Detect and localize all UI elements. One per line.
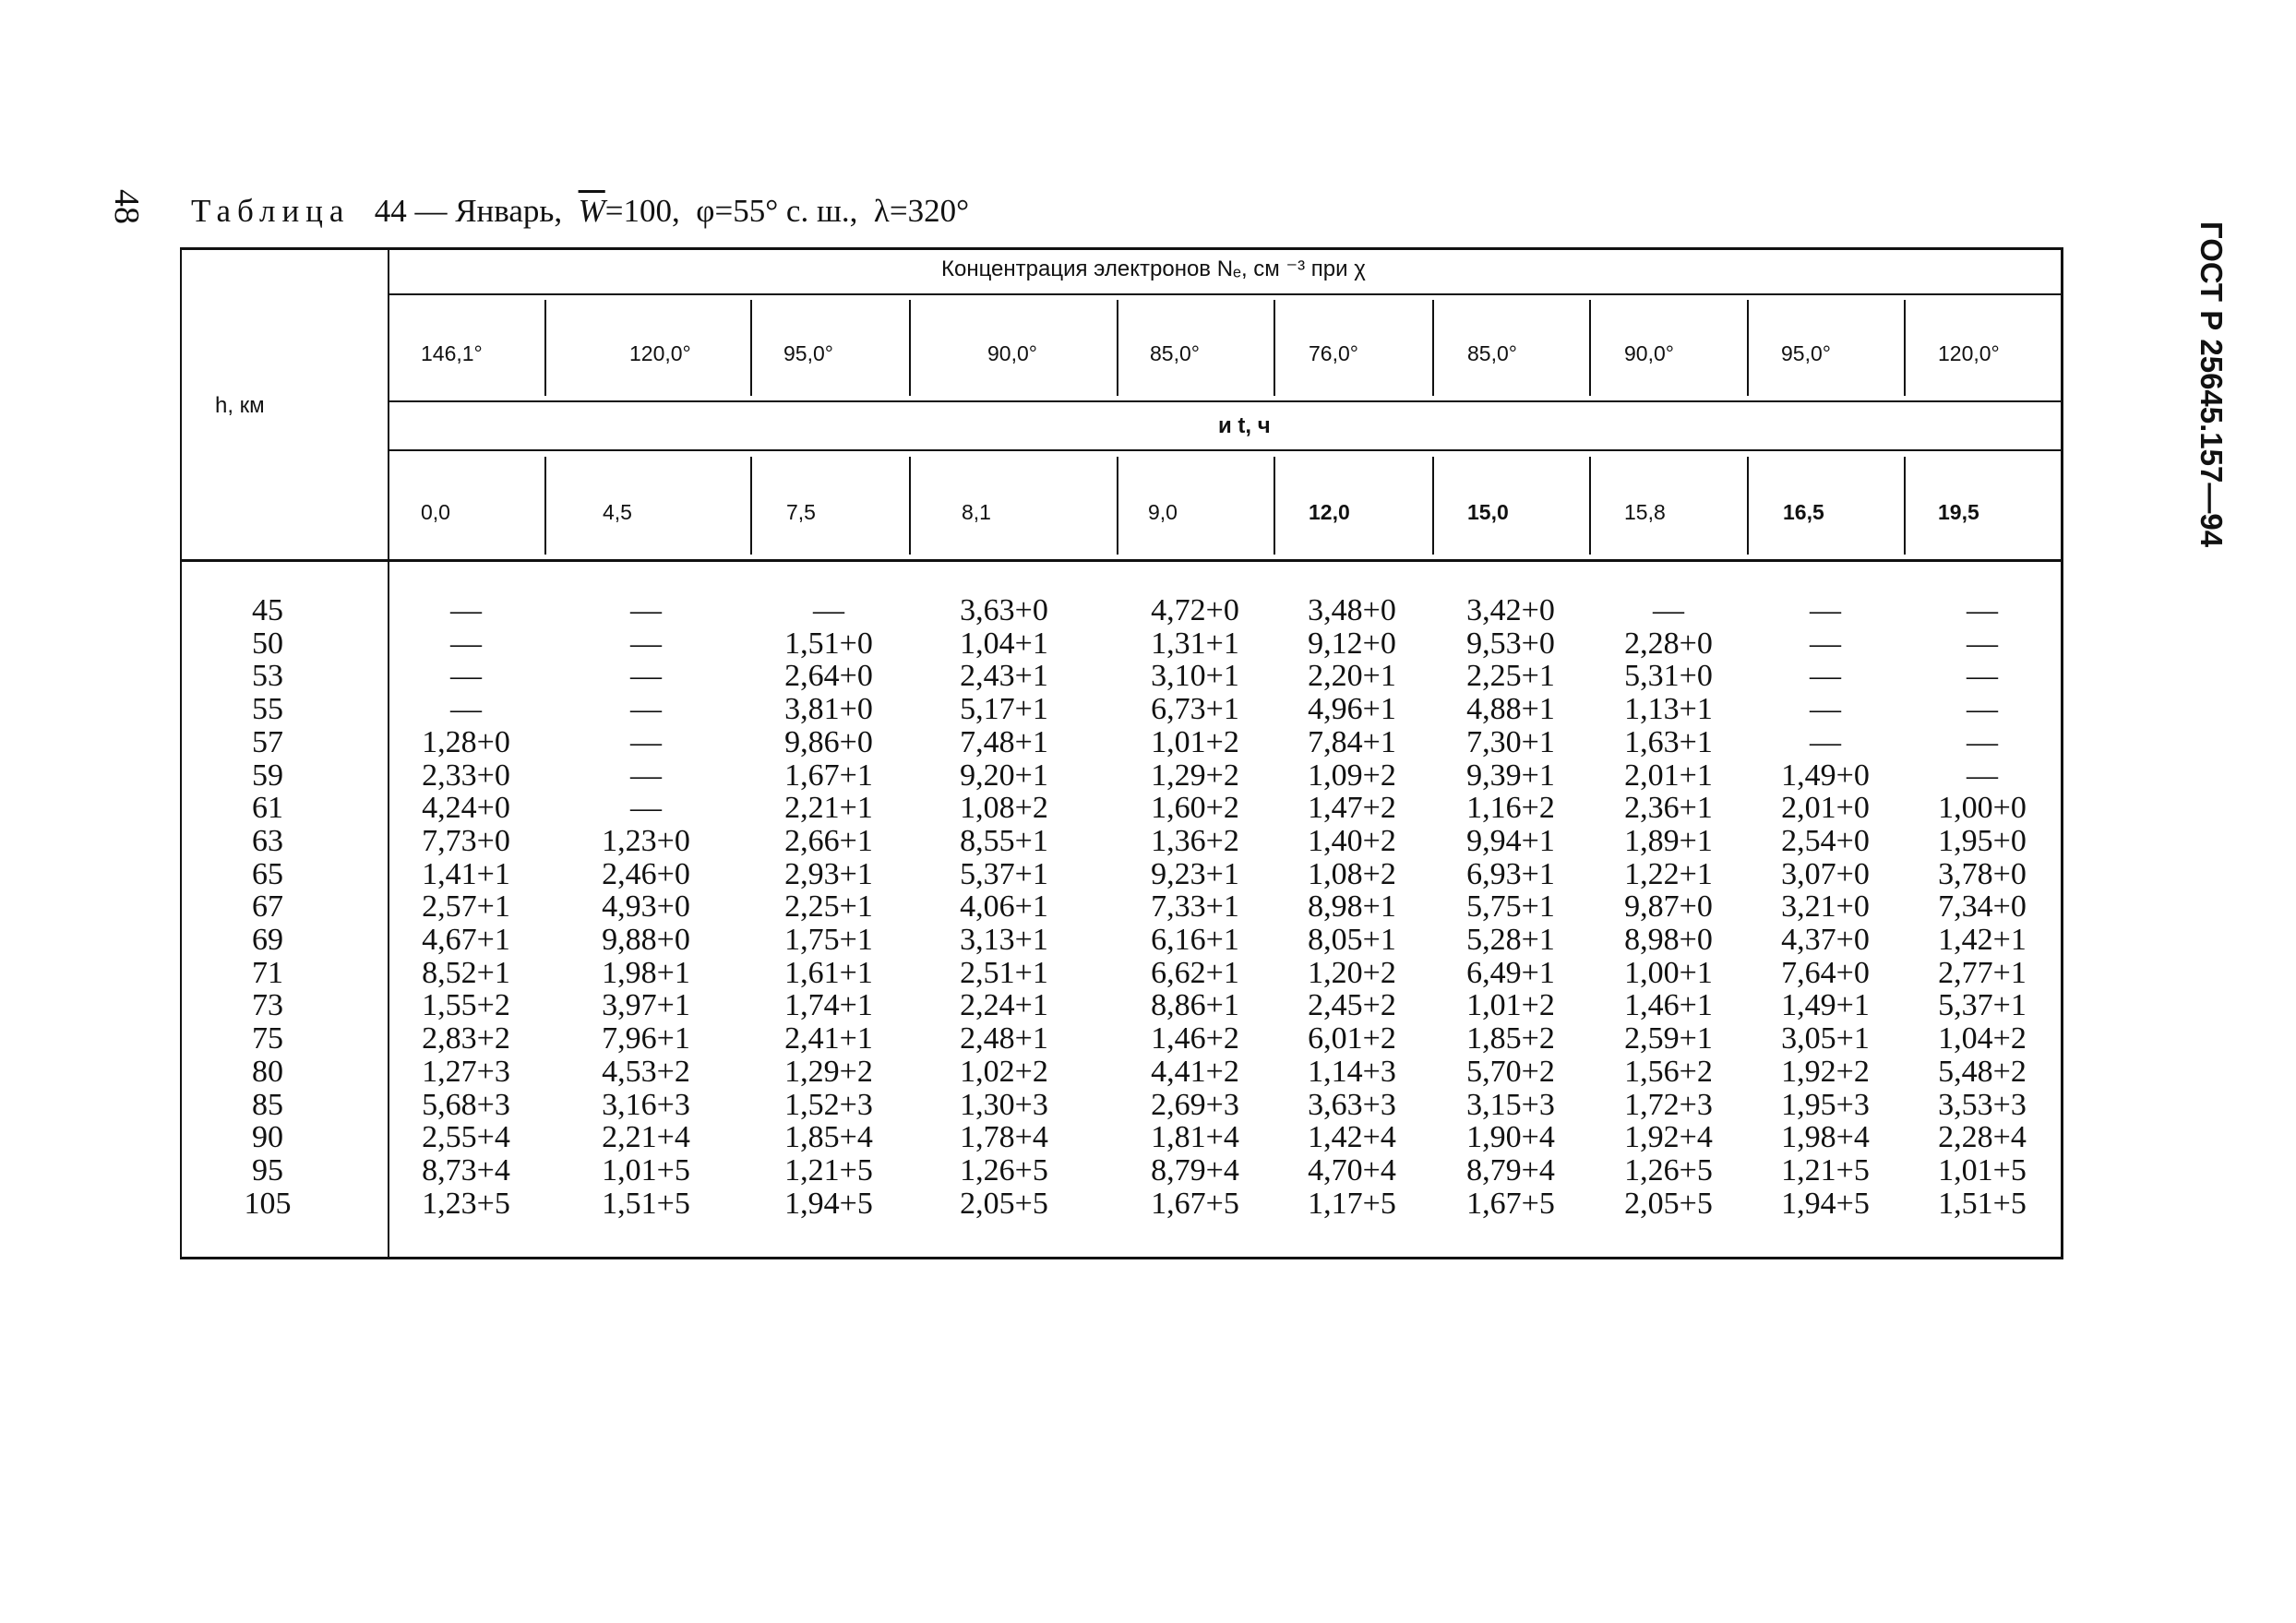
table-cell: 1,20+2 [1308,955,1396,990]
table-cell: 2,20+1 [1308,659,1396,694]
table-cell: 5,68+3 [422,1087,510,1122]
table-cell: 4,37+0 [1781,923,1870,958]
table-cell: 1,28+0 [422,724,510,759]
t-value: 0,0 [421,500,450,524]
table-cell: 8,98+1 [1308,889,1396,925]
table-cell: 5,37+1 [960,856,1048,891]
data-column [1432,594,1589,1220]
table-cell: 8,05+1 [1308,923,1396,958]
table-cell: 4,41+2 [1151,1054,1239,1089]
table-cell: 2,66+1 [784,823,873,858]
table-cell: 1,60+2 [1151,791,1239,826]
table-cell: 7,73+0 [422,823,510,858]
table-cell: 1,17+5 [1308,1186,1396,1221]
data-column [1274,594,1430,1220]
table-cell: 1,02+2 [960,1054,1048,1089]
table-cell: 2,01+0 [1781,791,1870,826]
table-cell: 1,08+2 [960,791,1048,826]
table-cell: 2,33+0 [422,758,510,793]
table-cell: 2,77+1 [1938,955,2027,990]
table-cell: 2,51+1 [960,955,1048,990]
table-cell: 3,48+0 [1308,593,1396,627]
table-cell: 1,92+4 [1624,1120,1713,1155]
table-cell: 6,73+1 [1151,692,1239,727]
table-cell: 3,97+1 [602,988,690,1023]
data-column [1747,594,1904,1220]
table-cell: 3,13+1 [960,923,1048,958]
table-cell: 2,25+1 [1466,659,1555,694]
table-cell: 9,23+1 [1151,856,1239,891]
table-cell: 3,05+1 [1781,1021,1870,1056]
table-cell: 1,46+1 [1624,988,1713,1023]
height-cell: 105 [244,1186,292,1221]
height-cell: 75 [252,1021,283,1056]
table-cell: 8,79+4 [1151,1152,1239,1187]
chi-separator [1589,300,1591,396]
table-cell: 1,51+5 [1938,1186,2027,1221]
height-cell: 50 [252,626,283,661]
table-cell: 1,72+3 [1624,1087,1713,1122]
table-cell: 9,20+1 [960,758,1048,793]
table-cell: — [630,791,662,826]
table-left-rule [180,247,182,1259]
table-cell: 1,41+1 [422,856,510,891]
header-rule-1 [389,293,2062,295]
table-cell: 1,63+1 [1624,724,1713,759]
table-cell: 1,01+2 [1466,988,1555,1023]
data-column [1904,594,2061,1220]
table-cell: 2,05+5 [960,1186,1048,1221]
table-cell: 1,08+2 [1308,856,1396,891]
table-cell: 1,42+4 [1308,1120,1396,1155]
table-cell: 3,42+0 [1466,593,1555,627]
caption-w-value: =100, [604,193,680,229]
table-cell: 2,25+1 [784,889,873,925]
height-header: h, км [215,393,265,418]
table-cell: 4,67+1 [422,923,510,958]
table-cell: 1,49+1 [1781,988,1870,1023]
table-cell: 9,53+0 [1466,626,1555,661]
table-cell: 8,79+4 [1466,1152,1555,1187]
table-cell: 1,26+5 [960,1152,1048,1187]
table-right-rule [2061,247,2063,1259]
table-cell: 1,01+2 [1151,724,1239,759]
table-cell: 1,01+5 [602,1152,690,1187]
table-cell: 1,23+0 [602,823,690,858]
t-separator [1904,457,1906,555]
table-cell: — [1653,593,1684,627]
data-column [568,594,724,1220]
chi-value: 76,0° [1309,341,1358,365]
table-cell: 5,37+1 [1938,988,2027,1023]
table-cell: — [1967,593,1998,627]
table-cell: 1,23+5 [422,1186,510,1221]
t-separator [1117,457,1118,555]
table-cell: 1,56+2 [1624,1054,1713,1089]
table-cell: 1,75+1 [784,923,873,958]
table-cell: 1,01+5 [1938,1152,2027,1187]
table-cell: 2,83+2 [422,1021,510,1056]
t-value: 19,5 [1938,500,1979,524]
table-cell: 4,96+1 [1308,692,1396,727]
t-separator [909,457,911,555]
height-column [185,594,351,1220]
chi-separator [1747,300,1749,396]
chi-separator [909,300,911,396]
chi-value: 90,0° [987,341,1037,365]
table-cell: 2,21+4 [602,1120,690,1155]
t-separator [544,457,546,555]
table-cell: — [1967,692,1998,727]
concentration-header: Концентрация электронов Nₑ, см ⁻³ при χ [941,257,1366,281]
table-cell: 3,15+3 [1466,1087,1555,1122]
table-cell: — [1967,758,1998,793]
height-cell: 69 [252,923,283,958]
table-cell: 2,45+2 [1308,988,1396,1023]
table-cell: 1,61+1 [784,955,873,990]
height-cell: 80 [252,1054,283,1089]
table-cell: 1,85+2 [1466,1021,1555,1056]
table-cell: — [630,758,662,793]
table-cell: 2,43+1 [960,659,1048,694]
height-cell: 85 [252,1087,283,1122]
table-cell: 9,94+1 [1466,823,1555,858]
table-cell: — [630,593,662,627]
table-cell: 6,93+1 [1466,856,1555,891]
table-cell: 9,87+0 [1624,889,1713,925]
t-separator [1274,457,1275,555]
table-cell: 1,98+4 [1781,1120,1870,1155]
table-cell: 2,46+0 [602,856,690,891]
table-cell: 1,36+2 [1151,823,1239,858]
table-cell: — [630,659,662,694]
table-cell: 1,95+0 [1938,823,2027,858]
table-cell: 1,22+1 [1624,856,1713,891]
table-cell: 2,05+5 [1624,1186,1713,1221]
chi-value: 146,1° [421,341,483,365]
table-cell: 1,51+5 [602,1186,690,1221]
chi-separator [1904,300,1906,396]
table-cell: 1,30+3 [960,1087,1048,1122]
table-cell: 2,48+1 [960,1021,1048,1056]
table-top-rule [180,247,2063,250]
chi-value: 120,0° [629,341,691,365]
table-cell: 1,16+2 [1466,791,1555,826]
table-cell: — [450,626,482,661]
table-cell: — [813,593,844,627]
height-cell: 95 [252,1152,283,1187]
table-cell: 2,69+3 [1151,1087,1239,1122]
table-cell: 7,30+1 [1466,724,1555,759]
data-column [926,594,1082,1220]
table-caption [191,194,969,230]
table-cell: 1,29+2 [1151,758,1239,793]
table-cell: 3,07+0 [1781,856,1870,891]
header-bottom-rule [180,559,2063,562]
t-value: 9,0 [1148,500,1178,524]
chi-value: 120,0° [1938,341,2000,365]
table-cell: — [1967,659,1998,694]
table-cell: 2,41+1 [784,1021,873,1056]
t-separator [1747,457,1749,555]
table-cell: 1,74+1 [784,988,873,1023]
height-cell: 45 [252,593,283,627]
table-cell: 5,48+2 [1938,1054,2027,1089]
table-cell: 4,93+0 [602,889,690,925]
table-cell: 9,39+1 [1466,758,1555,793]
chi-value: 95,0° [1781,341,1831,365]
height-cell: 53 [252,659,283,694]
data-column [750,594,907,1220]
table-cell: — [1810,626,1841,661]
table-cell: 1,04+2 [1938,1021,2027,1056]
table-cell: 4,88+1 [1466,692,1555,727]
table-cell: 1,04+1 [960,626,1048,661]
table-cell: 1,29+2 [784,1054,873,1089]
table-cell: — [450,593,482,627]
table-cell: 7,84+1 [1308,724,1396,759]
table-cell: 2,01+1 [1624,758,1713,793]
table-cell: 1,00+0 [1938,791,2027,826]
t-value: 12,0 [1309,500,1350,524]
t-separator [1589,457,1591,555]
table-cell: 5,70+2 [1466,1054,1555,1089]
table-cell: 3,63+0 [960,593,1048,627]
table-cell: 7,64+0 [1781,955,1870,990]
chi-value: 85,0° [1467,341,1517,365]
table-cell: 8,98+0 [1624,923,1713,958]
height-cell: 59 [252,758,283,793]
table-cell: 7,34+0 [1938,889,2027,925]
table-cell: 2,55+4 [422,1120,510,1155]
table-cell: 8,52+1 [422,955,510,990]
table-cell: 1,49+0 [1781,758,1870,793]
table-cell: 3,53+3 [1938,1087,2027,1122]
table-cell: 5,17+1 [960,692,1048,727]
table-cell: 1,67+5 [1151,1186,1239,1221]
t-value: 16,5 [1783,500,1824,524]
table-cell: 2,28+4 [1938,1120,2027,1155]
table-cell: 1,21+5 [784,1152,873,1187]
table-cell: 1,78+4 [960,1120,1048,1155]
data-column [388,594,544,1220]
table-cell: 3,16+3 [602,1087,690,1122]
t-value: 7,5 [786,500,816,524]
data-column [1590,594,1747,1220]
caption-number-month: 44 — Январь, [374,193,563,229]
table-cell: 1,26+5 [1624,1152,1713,1187]
table-cell: 6,49+1 [1466,955,1555,990]
chi-separator [1432,300,1434,396]
table-cell: 1,14+3 [1308,1054,1396,1089]
height-cell: 65 [252,856,283,891]
table-cell: 1,47+2 [1308,791,1396,826]
chi-value: 85,0° [1150,341,1200,365]
table-cell: 3,10+1 [1151,659,1239,694]
table-cell: — [450,692,482,727]
table-cell: 2,24+1 [960,988,1048,1023]
table-cell: 1,31+1 [1151,626,1239,661]
height-cell: 90 [252,1120,283,1155]
table-cell: — [1810,659,1841,694]
table-cell: — [1810,724,1841,759]
table-cell: 9,88+0 [602,923,690,958]
chi-separator [544,300,546,396]
table-cell: 4,06+1 [960,889,1048,925]
t-value: 4,5 [603,500,632,524]
table-cell: 1,67+1 [784,758,873,793]
table-cell: 1,13+1 [1624,692,1713,727]
table-cell: 1,55+2 [422,988,510,1023]
table-cell: — [1810,692,1841,727]
t-value: 8,1 [962,500,991,524]
table-cell: 1,00+1 [1624,955,1713,990]
time-header: и t, ч [1218,413,1271,438]
table-cell: 2,64+0 [784,659,873,694]
table-cell: 3,78+0 [1938,856,2027,891]
table-cell: 1,27+3 [422,1054,510,1089]
table-cell: 4,72+0 [1151,593,1239,627]
table-cell: 1,89+1 [1624,823,1713,858]
table-cell: 5,28+1 [1466,923,1555,958]
table-cell: 8,55+1 [960,823,1048,858]
table-cell: 1,51+0 [784,626,873,661]
table-cell: 1,95+3 [1781,1087,1870,1122]
table-cell: 1,85+4 [784,1120,873,1155]
table-cell: 5,31+0 [1624,659,1713,694]
table-cell: 2,93+1 [784,856,873,891]
table-cell: 1,40+2 [1308,823,1396,858]
table-cell: 6,16+1 [1151,923,1239,958]
table-cell: 1,21+5 [1781,1152,1870,1187]
t-value: 15,0 [1467,500,1509,524]
table-cell: 6,62+1 [1151,955,1239,990]
height-cell: 67 [252,889,283,925]
t-separator [1432,457,1434,555]
table-cell: 4,24+0 [422,791,510,826]
height-cell: 55 [252,692,283,727]
table-cell: 1,90+4 [1466,1120,1555,1155]
table-cell: 1,92+2 [1781,1054,1870,1089]
table-cell: 1,42+1 [1938,923,2027,958]
table-cell: — [1967,626,1998,661]
header-rule-3 [389,449,2062,451]
table-bottom-rule [180,1257,2063,1259]
table-cell: 8,86+1 [1151,988,1239,1023]
table-cell: 1,67+5 [1466,1186,1555,1221]
chi-value: 95,0° [783,341,833,365]
height-cell: 71 [252,955,283,990]
header-rule-2 [389,400,2062,402]
table-cell: 1,94+5 [784,1186,873,1221]
table-cell: 2,59+1 [1624,1021,1713,1056]
table-cell: 1,09+2 [1308,758,1396,793]
table-cell: 9,12+0 [1308,626,1396,661]
table-cell: 5,75+1 [1466,889,1555,925]
table-cell: 4,53+2 [602,1054,690,1089]
table-cell: 3,21+0 [1781,889,1870,925]
table-cell: 7,96+1 [602,1021,690,1056]
table-cell: — [1967,724,1998,759]
table-cell: 7,33+1 [1151,889,1239,925]
table-cell: 1,81+4 [1151,1120,1239,1155]
table-cell: 3,63+3 [1308,1087,1396,1122]
table-cell: — [450,659,482,694]
chi-separator [750,300,752,396]
table-cell: 2,21+1 [784,791,873,826]
table-cell: 2,57+1 [422,889,510,925]
data-column [1117,594,1274,1220]
table-cell: 4,70+4 [1308,1152,1396,1187]
height-cell: 73 [252,988,283,1023]
chi-separator [1274,300,1275,396]
height-cell: 61 [252,791,283,826]
height-cell: 63 [252,823,283,858]
chi-value: 90,0° [1624,341,1674,365]
table-cell: — [630,692,662,727]
caption-w-symbol: $\overline{W}$ [578,193,605,229]
table-cell: 2,36+1 [1624,791,1713,826]
table-cell: 3,81+0 [784,692,873,727]
table-cell: 2,54+0 [1781,823,1870,858]
table-cell: 1,94+5 [1781,1186,1870,1221]
page-number: 48 [107,189,146,224]
caption-lambda: λ=320° [873,193,970,229]
t-value: 15,8 [1624,500,1666,524]
table-cell: 1,98+1 [602,955,690,990]
t-separator [750,457,752,555]
table-cell: — [630,626,662,661]
table-cell: 1,52+3 [784,1087,873,1122]
caption-word: Таблица [191,193,351,229]
height-cell: 57 [252,724,283,759]
document-code: ГОСТ Р 25645.157—94 [2194,221,2230,548]
table-cell: — [1810,593,1841,627]
table-cell: 2,28+0 [1624,626,1713,661]
caption-phi: φ=55° с. ш., [696,193,858,229]
chi-separator [1117,300,1118,396]
table-cell: 7,48+1 [960,724,1048,759]
table-cell: — [630,724,662,759]
table-cell: 6,01+2 [1308,1021,1396,1056]
table-cell: 1,46+2 [1151,1021,1239,1056]
table-cell: 9,86+0 [784,724,873,759]
table-cell: 8,73+4 [422,1152,510,1187]
